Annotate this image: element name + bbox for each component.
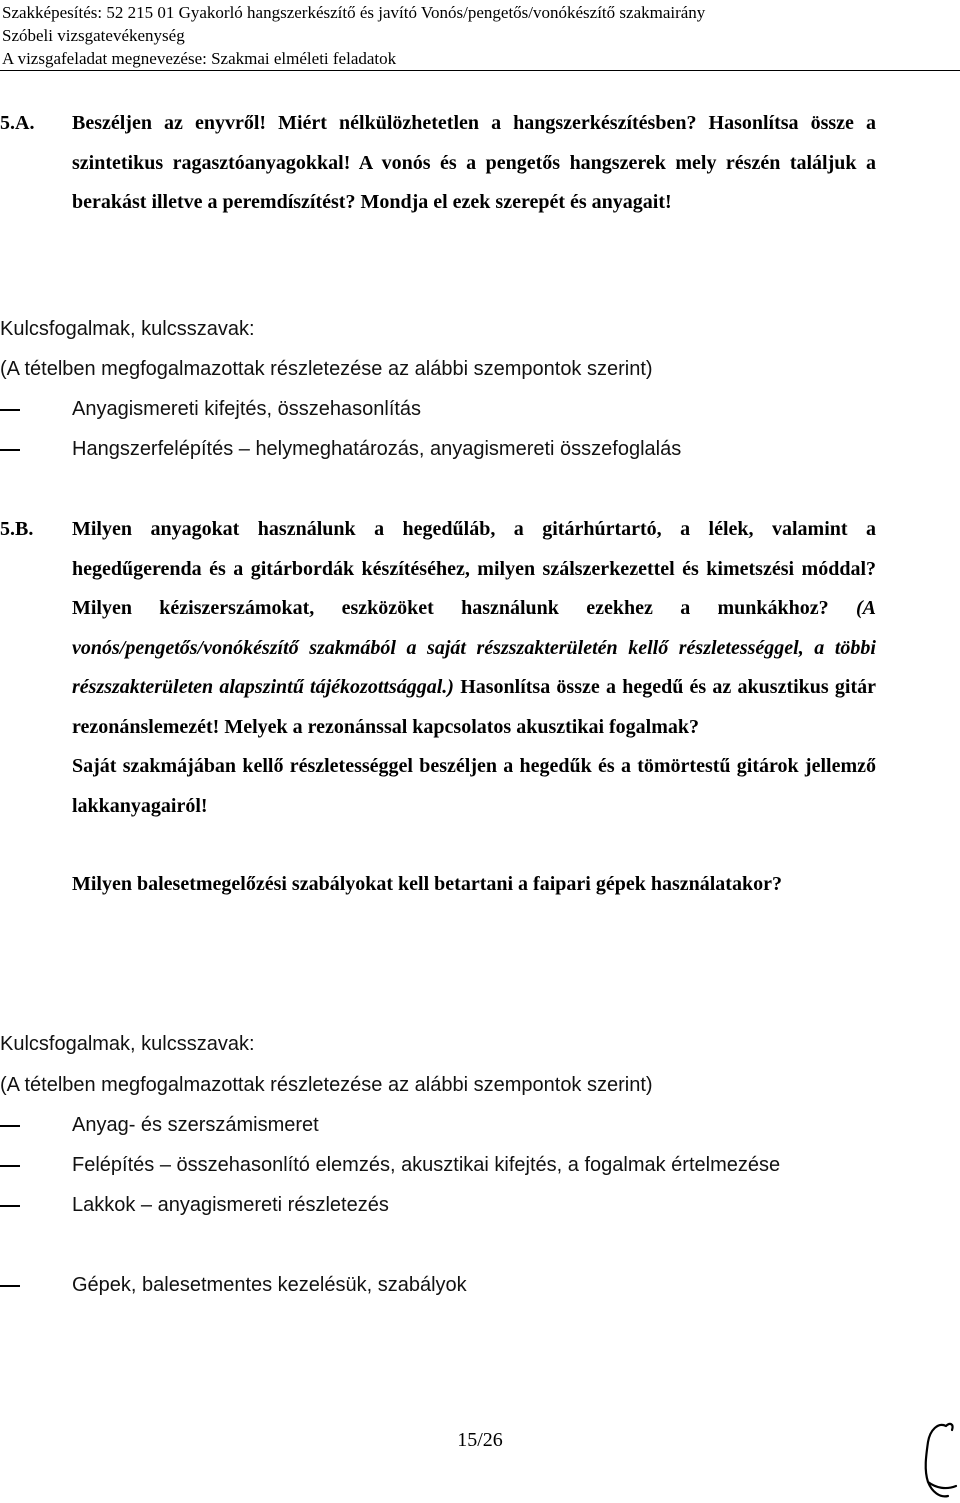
question-b-part2: Hasonlítsa össze a hegedű és az akusztikus gitár rezonánslemezét! Melyek a rezonánssal kapcsolatos akusztikai fogalmak? bbox=[72, 676, 877, 738]
question-b-part1: Milyen anyagokat használunk a hegedűláb, a gitárhúrtartó, a lélek, valamint a hegedűgerenda és a gitárbordák készítéséhez, milyen szálszerkezettel és kimetszési móddal? Milyen kéziszerszámokat, eszközöket használunk ezekhez a munkákhoz? bbox=[72, 518, 876, 619]
page-header bbox=[0, 0, 960, 71]
question-b-part3: Saját szakmájában kellő részletességgel beszéljen a hegedűk és a tömörtestű gitárok jellemző lakkanyagairól! bbox=[72, 755, 876, 817]
handwritten-mark-icon bbox=[916, 1418, 960, 1503]
question-b-italic-note: (A vonós/pengetős/vonókészítő szakmából a saját részszakterületén kellő részletességgel, a többi részszakterületen alapszintű tájékozottsággal.) bbox=[72, 597, 876, 698]
question-b-part4: Milyen balesetmegelőzési szabályokat kell betartani a faipari gépek használatakor? bbox=[72, 873, 782, 895]
keywords-a-title: Kulcsfogalmak, kulcsszavak: bbox=[0, 318, 255, 340]
dash-icon bbox=[0, 1205, 20, 1207]
question-a-text: Beszéljen az enyvről! Miért nélkülözhetetlen a hangszerkészítésben? Hasonlítsa össze a szintetikus ragasztóanyagokkal! A vonós és a pengetős hangszerek mely részén találjuk a berakást illetve a peremdíszítést? Mondja el ezek szerepét és anyagait! bbox=[72, 112, 876, 213]
question-b-number: 5.B. bbox=[0, 518, 34, 540]
header-exam-type: Szóbeli vizsgatevékenység bbox=[2, 26, 185, 45]
page-number: 15/26 bbox=[457, 1429, 503, 1451]
keywords-a-intro: (A tételben megfogalmazottak részletezése az alábbi szempontok szerint) bbox=[0, 358, 653, 380]
dash-icon bbox=[0, 409, 20, 411]
question-a-number: 5.A. bbox=[0, 112, 35, 134]
dash-icon bbox=[0, 1125, 20, 1127]
keywords-b-intro: (A tételben megfogalmazottak részletezése az alábbi szempontok szerint) bbox=[0, 1074, 653, 1096]
dash-icon bbox=[0, 1285, 20, 1287]
keywords-b-title: Kulcsfogalmak, kulcsszavak: bbox=[0, 1033, 255, 1055]
header-qualification: Szakképesítés: 52 215 01 Gyakorló hangszerkészítő és javító Vonós/pengetős/vonókészítő szakmairány bbox=[2, 3, 706, 22]
header-task-name: A vizsgafeladat megnevezése: Szakmai elméleti feladatok bbox=[2, 49, 397, 68]
question-b-text bbox=[72, 510, 876, 905]
dash-icon bbox=[0, 1165, 20, 1167]
dash-icon bbox=[0, 449, 20, 451]
